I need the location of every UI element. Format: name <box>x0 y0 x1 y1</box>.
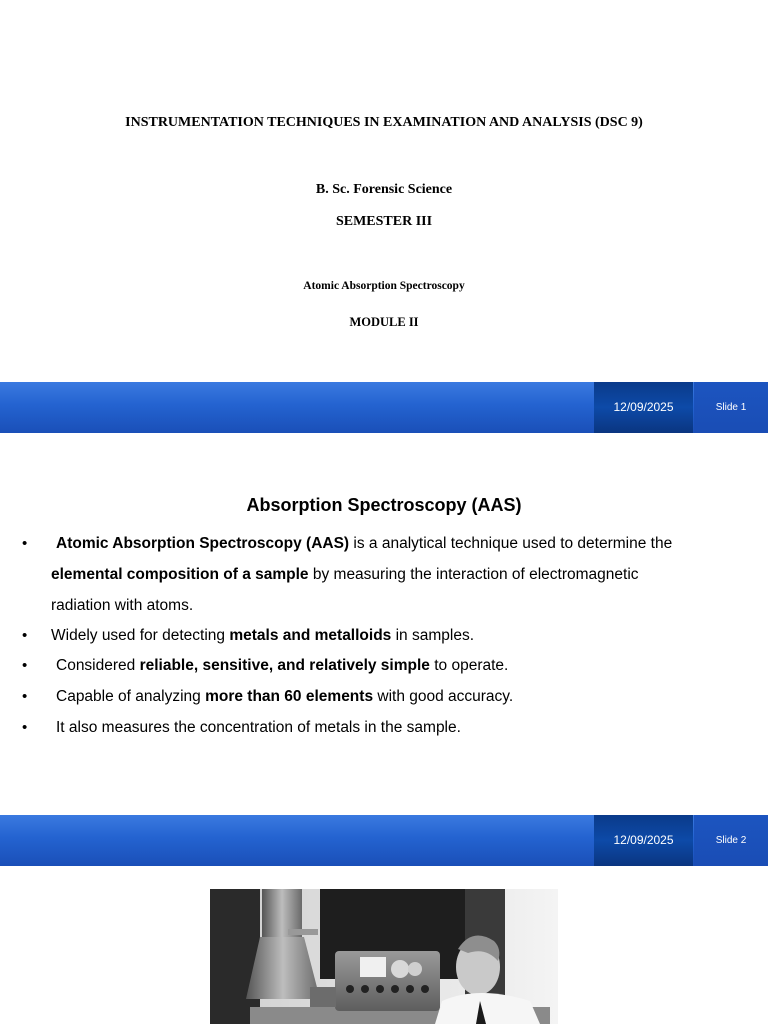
footer-slide-number: Slide 2 <box>694 815 768 866</box>
slide-footer-bar <box>0 815 768 866</box>
course-title: INSTRUMENTATION TECHNIQUES IN EXAMINATION AND ANALYSIS (DSC 9) <box>125 115 643 130</box>
footer-date: 12/09/2025 <box>594 382 693 433</box>
bullet-dot: • <box>22 688 28 705</box>
list-item: Considered reliable, sensitive, and relatively simple to operate. <box>56 657 509 674</box>
photo-illustration <box>210 889 558 1024</box>
topic-title: Atomic Absorption Spectroscopy <box>303 280 465 292</box>
bullet-dot: • <box>22 627 28 644</box>
list-item: It also measures the concentration of metals in the sample. <box>56 719 461 736</box>
semester-label: SEMESTER III <box>335 214 433 229</box>
list-item: Atomic Absorption Spectroscopy (AAS) is a analytical technique used to determine the <box>56 535 673 552</box>
list-item: Capable of analyzing more than 60 elements with good accuracy. <box>56 688 514 705</box>
footer-date: 12/09/2025 <box>594 815 693 866</box>
bullet-dot: • <box>22 535 28 552</box>
footer-slide-number: Slide 1 <box>694 382 768 433</box>
aas-instrument-photo <box>210 889 558 1024</box>
bullet-dot: • <box>22 719 28 736</box>
slide-footer-bar <box>0 382 768 433</box>
list-item-continuation: elemental composition of a sample by measuring the interaction of electromagnetic <box>51 566 639 583</box>
program-name: B. Sc. Forensic Science <box>315 182 453 197</box>
list-item: Widely used for detecting metals and metalloids in samples. <box>51 627 474 644</box>
list-item-continuation: radiation with atoms. <box>51 597 194 614</box>
module-label: MODULE II <box>349 315 419 329</box>
slide-heading: Absorption Spectroscopy (AAS) <box>246 495 522 515</box>
bullet-dot: • <box>22 657 28 674</box>
